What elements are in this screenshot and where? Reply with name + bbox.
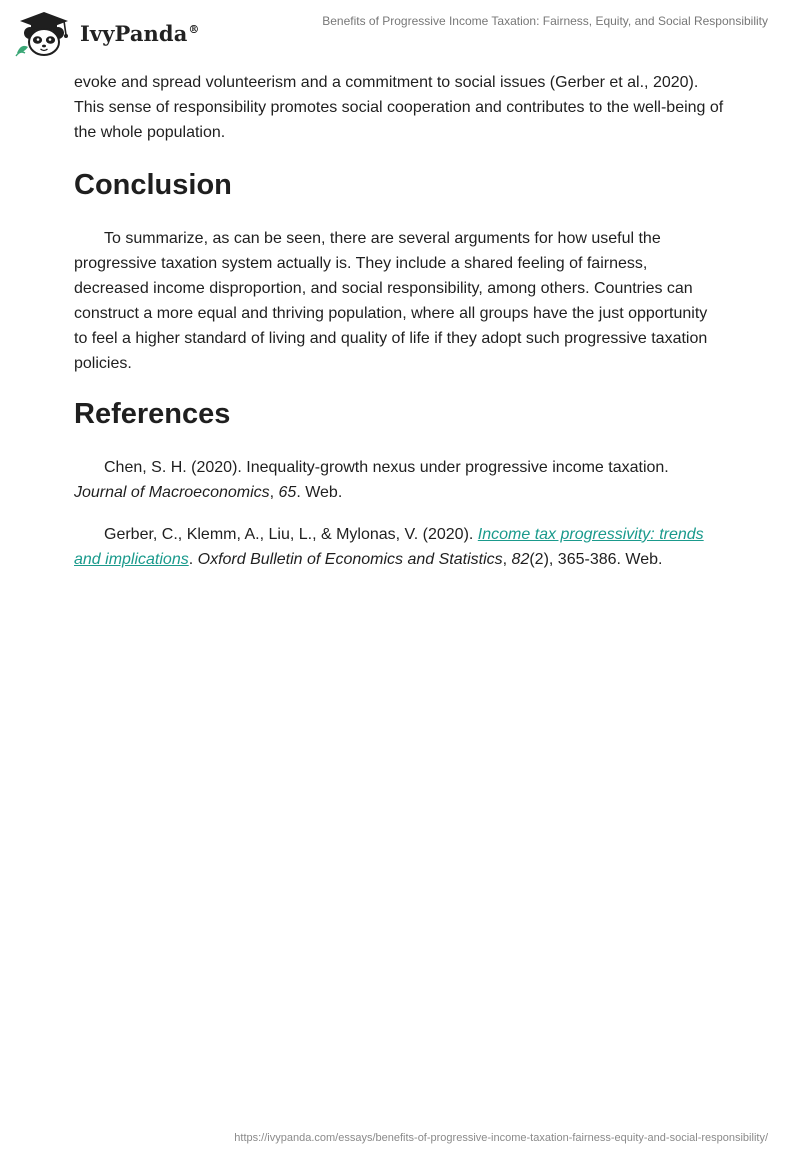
ivypanda-logo[interactable] (14, 7, 204, 59)
essay-body (74, 70, 724, 589)
reference-journal: Journal of Macroeconomics (74, 484, 270, 501)
conclusion-paragraph: To summarize, as can be seen, there are several arguments for how useful the progressive taxation system actually is. They include a shared feeling of fairness, decreased income disproportion, and social responsibility, among others. Countries can construct a more equal and thriving population, where all groups have the just opportunity to feel a higher standard of living and quality of life if they adopt such progressive taxation policies. (74, 230, 708, 372)
page-header (0, 0, 800, 64)
intro-paragraph: evoke and spread volunteerism and a commitment to social issues (Gerber et al., 2020). This sense of responsibility promotes social cooperation and contributes to the well-being of the whole population. (74, 74, 724, 141)
conclusion-heading: Conclusion (74, 169, 232, 201)
reference-volume: 65 (278, 484, 297, 501)
footer-url[interactable]: https://ivypanda.com/essays/benefits-of-progressive-income-taxation-fairness-equity-and-social-responsibility/ (234, 1132, 768, 1144)
references-heading: References (74, 398, 231, 430)
document-title: Benefits of Progressive Income Taxation: Fairness, Equity, and Social Responsibility (322, 14, 768, 28)
reference-title-link[interactable]: Income tax progressivity: trends and implications (74, 526, 704, 568)
panda-graduate-icon (14, 9, 76, 57)
brand-name: IvyPanda® (80, 20, 200, 46)
reference-item: Gerber, C., Klemm, A., Liu, L., & Mylonas, V. (2020). Income tax progressivity: trends and implications. Oxford Bulletin of Economics and Statistics, 82(2), 365-386. Web. (74, 526, 704, 568)
reference-journal: Oxford Bulletin of Economics and Statistics (197, 551, 503, 568)
reference-item: Chen, S. H. (2020). Inequality-growth nexus under progressive income taxation. Journal of Macroeconomics, 65. Web. (74, 459, 669, 501)
reference-volume: 82 (511, 551, 530, 568)
